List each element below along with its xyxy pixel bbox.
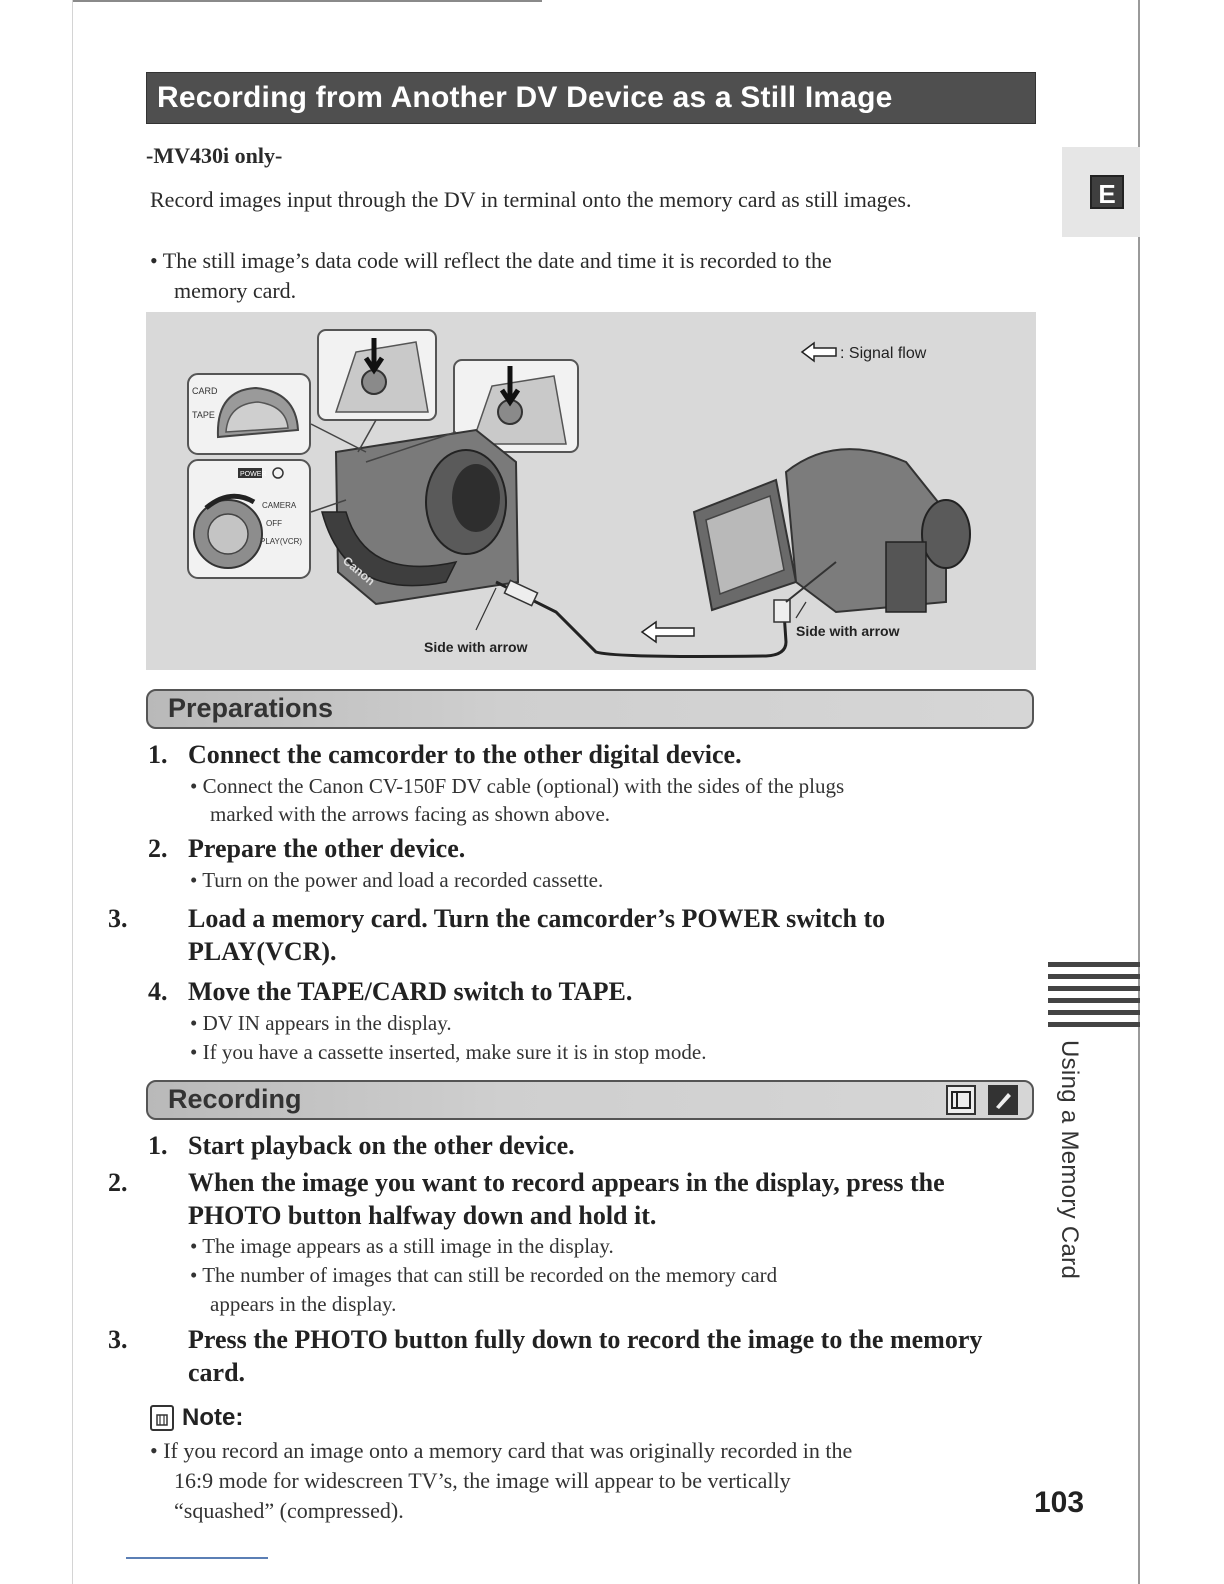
signal-flow-label: : Signal flow <box>840 345 927 362</box>
step-number: 4. <box>148 977 168 1006</box>
dial-play-label: PLAY(VCR) <box>260 537 303 546</box>
step-text: When the image you want to record appears in the display, press the PHOTO button halfway down and hold it. <box>188 1168 945 1230</box>
intro-bullet: • The still image’s data code will reflect the date and time it is recorded to the <box>150 248 832 273</box>
prep-step-3 <box>108 902 988 968</box>
step-number: 3. <box>108 1325 128 1354</box>
tape-card-switch-inset <box>188 374 310 454</box>
step-text: Connect the camcorder to the other digital device. <box>188 740 742 769</box>
step-text: Press the PHOTO button fully down to record the image to the memory card. <box>188 1325 983 1387</box>
rec-step-3 <box>108 1323 998 1389</box>
section-stripes <box>1048 962 1140 1034</box>
step-text: Start playback on the other device. <box>188 1131 575 1160</box>
left-margin-rule <box>72 0 73 1584</box>
rec-step-1 <box>148 1129 1018 1162</box>
rec-step-2-sub-2: • The number of images that can still be recorded on the memory card <box>190 1263 778 1287</box>
prep-step-1 <box>148 738 1018 771</box>
note-header <box>150 1404 243 1432</box>
bottom-link-rule <box>126 1557 268 1559</box>
power-label: POWER <box>240 471 267 478</box>
step-number: 1. <box>148 740 168 769</box>
step-number: 2. <box>108 1168 128 1197</box>
note-heading: Note: <box>182 1404 244 1431</box>
card-mode-icon <box>988 1085 1018 1115</box>
mode-icons <box>942 1085 1018 1119</box>
switch-card-label: CARD <box>192 386 218 396</box>
step-number: 1. <box>148 1131 168 1160</box>
side-arrow-label-left: Side with arrow <box>424 639 528 655</box>
note-line-2: 16:9 mode for widescreen TV’s, the image will appear to be vertically <box>174 1468 791 1493</box>
intro-text: Record images input through the DV in terminal onto the memory card as still images. <box>150 187 912 212</box>
step-text: Move the TAPE/CARD switch to TAPE. <box>188 977 633 1006</box>
recording-heading: Recording <box>168 1084 302 1114</box>
prep-step-1-sub-cont: marked with the arrows facing as shown above. <box>210 802 611 826</box>
note-line-3: “squashed” (compressed). <box>174 1498 404 1523</box>
prep-step-4 <box>148 975 1018 1008</box>
step-number: 2. <box>148 834 168 863</box>
prep-step-4-sub-1: • DV IN appears in the display. <box>190 1011 452 1035</box>
switch-tape-label: TAPE <box>192 410 215 420</box>
right-margin-rule <box>1138 0 1140 1584</box>
play-vcr-mode-icon <box>946 1085 976 1115</box>
prep-step-4-sub-2: • If you have a cassette inserted, make sure it is in stop mode. <box>190 1040 707 1064</box>
section-side-label: Using a Memory Card <box>1056 1040 1083 1280</box>
brand-label: Canon <box>340 553 378 589</box>
rec-step-2-sub-1: • The image appears as a still image in the display. <box>190 1234 614 1258</box>
top-rule <box>72 0 542 2</box>
page-number: 103 <box>1034 1486 1085 1519</box>
intro-bullet-cont: memory card. <box>174 278 297 303</box>
dial-off-label: OFF <box>266 519 282 528</box>
step-text: Load a memory card. Turn the camcorder’s POWER switch to PLAY(VCR). <box>188 904 886 966</box>
step-number: 3. <box>108 904 128 933</box>
prep-step-2-sub: • Turn on the power and load a recorded cassette. <box>190 868 604 892</box>
connection-figure <box>146 312 1036 670</box>
power-dial-inset <box>188 460 310 578</box>
note-line-1: • If you record an image onto a memory card that was originally recorded in the <box>150 1438 853 1463</box>
photo-button-inset-1 <box>318 330 436 420</box>
model-note: -MV430i only- <box>146 143 283 168</box>
preparations-header <box>146 689 1034 729</box>
dial-camera-label: CAMERA <box>262 501 297 510</box>
rec-step-2 <box>108 1166 1018 1232</box>
prep-step-1-sub: • Connect the Canon CV-150F DV cable (optional) with the sides of the plugs <box>190 774 845 798</box>
rec-step-2-sub-2-cont: appears in the display. <box>210 1292 397 1316</box>
prep-step-2 <box>148 832 1018 865</box>
preparations-heading: Preparations <box>168 693 334 723</box>
language-tab-letter: E <box>1090 175 1124 209</box>
recording-header <box>146 1080 1034 1120</box>
note-icon <box>150 1405 174 1431</box>
page-title: Recording from Another DV Device as a Still Image <box>146 72 1036 124</box>
step-text: Prepare the other device. <box>188 834 466 863</box>
side-arrow-label-right: Side with arrow <box>796 623 900 639</box>
